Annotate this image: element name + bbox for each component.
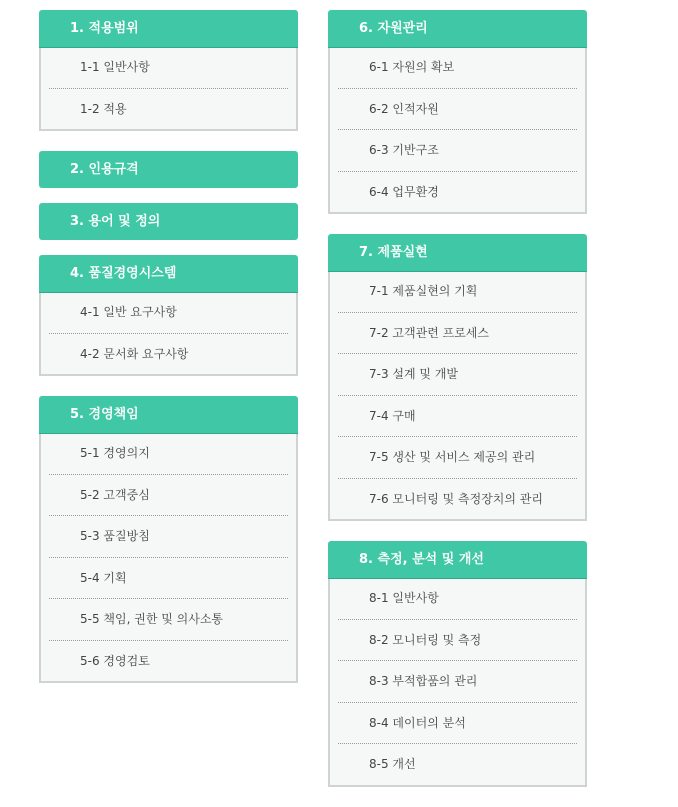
menu-item[interactable]: 5-1 경영의지 xyxy=(49,433,288,475)
section-item-list xyxy=(328,47,587,214)
menu-section xyxy=(328,541,587,787)
menu-item[interactable]: 5-5 책임, 권한 및 의사소통 xyxy=(49,599,288,641)
menu-item[interactable]: 8-2 모니터링 및 측정 xyxy=(338,620,577,662)
menu-item[interactable]: 1-2 적용 xyxy=(80,101,127,116)
menu-item[interactable]: 8-4 데이터의 분석 xyxy=(338,703,577,745)
section-header[interactable]: 3. 용어 및 정의 xyxy=(39,203,298,240)
section-item-list xyxy=(328,578,587,787)
section-header[interactable]: 2. 인용규격 xyxy=(39,151,298,188)
menu-item[interactable]: 6-2 인적자원 xyxy=(338,89,577,131)
menu-section xyxy=(39,396,298,683)
menu-item[interactable]: 1-1 일반사항 xyxy=(49,47,288,89)
menu-section xyxy=(328,234,587,521)
section-header[interactable]: 4. 품질경영시스템 xyxy=(39,255,298,292)
menu-item[interactable]: 4-2 문서화 요구사항 xyxy=(80,346,189,361)
menu-section xyxy=(39,255,298,376)
menu-section xyxy=(39,151,298,188)
left-menu-column xyxy=(39,10,298,703)
section-header[interactable]: 8. 측정, 분석 및 개선 xyxy=(328,541,587,578)
menu-item[interactable]: 5-4 기획 xyxy=(49,558,288,600)
menu-item[interactable]: 7-6 모니터링 및 측정장치의 관리 xyxy=(369,491,543,506)
menu-item[interactable]: 7-3 설계 및 개발 xyxy=(338,354,577,396)
menu-item[interactable]: 5-6 경영검토 xyxy=(80,653,150,668)
menu-item[interactable]: 8-5 개선 xyxy=(369,757,416,771)
menu-item[interactable]: 5-3 품질방침 xyxy=(49,516,288,558)
menu-section xyxy=(328,10,587,214)
menu-item[interactable]: 6-4 업무환경 xyxy=(369,184,439,199)
section-item-list xyxy=(39,433,298,683)
menu-item[interactable]: 7-2 고객관련 프로세스 xyxy=(338,313,577,355)
section-item-list xyxy=(328,271,587,521)
menu-item[interactable]: 7-4 구매 xyxy=(338,396,577,438)
section-header[interactable]: 6. 자원관리 xyxy=(328,10,587,47)
section-header[interactable]: 1. 적용범위 xyxy=(39,10,298,47)
right-menu-column xyxy=(328,10,587,807)
menu-item[interactable]: 8-3 부적합품의 관리 xyxy=(338,661,577,703)
section-item-list xyxy=(39,292,298,376)
menu-section xyxy=(39,10,298,131)
menu-item[interactable]: 8-1 일반사항 xyxy=(338,578,577,620)
menu-item[interactable]: 4-1 일반 요구사항 xyxy=(49,292,288,334)
menu-item[interactable]: 7-1 제품실현의 기획 xyxy=(338,271,577,313)
menu-section xyxy=(39,203,298,240)
section-item-list xyxy=(39,47,298,131)
menu-item[interactable]: 7-5 생산 및 서비스 제공의 관리 xyxy=(338,437,577,479)
menu-item[interactable]: 6-1 자원의 확보 xyxy=(338,47,577,89)
menu-item[interactable]: 6-3 기반구조 xyxy=(338,130,577,172)
section-header[interactable]: 5. 경영책임 xyxy=(39,396,298,433)
menu-item[interactable]: 5-2 고객중심 xyxy=(49,475,288,517)
section-header[interactable]: 7. 제품실현 xyxy=(328,234,587,271)
